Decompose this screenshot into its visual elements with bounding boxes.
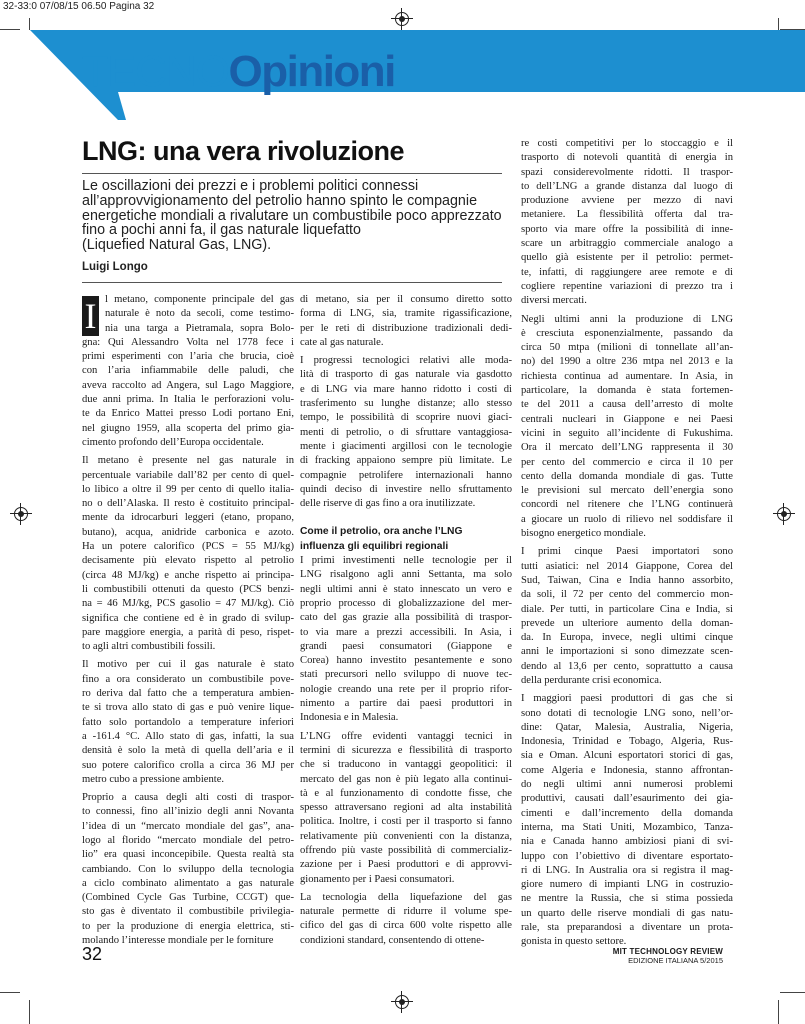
text-line: te da Enrico Mattei presso Lodi portano Eni,	[82, 408, 294, 420]
text-line: Negli ultimi anni la produzione di LNG	[521, 313, 733, 325]
article-subhead: influenza gli equilibri regionali	[300, 540, 449, 552]
text-line: sia e Oman. Alcuni esportatori storici di gas,	[521, 750, 733, 762]
text-line: suo potere calorifico crolla a circa 36 MJ per	[82, 759, 294, 771]
registration-mark-icon	[14, 507, 28, 521]
text-line: cifico del gas di circa 600 volte rispetto alle	[300, 920, 512, 932]
text-line: zazione per i Paesi produttori e di approvvi-	[300, 859, 512, 871]
column-1	[82, 293, 294, 948]
text-line: di metano, sia per il consumo diretto sotto	[300, 294, 512, 305]
text-line: lo libico a oltre il 99 per cento di quello italia-	[82, 483, 294, 495]
text-line: cento della domanda mondiale di gas. Tutte	[521, 470, 733, 482]
article-title: LNG: una vera rivoluzione	[82, 136, 405, 166]
text-line: nologie creando una rete per il proprio rifor-	[300, 683, 512, 695]
crop-mark	[29, 1000, 30, 1024]
text-line: prevede un ulteriore aumento della doman-	[521, 617, 733, 629]
paragraph-gap	[300, 511, 512, 525]
text-line: gionamento per i Paesi consumatori.	[300, 873, 455, 885]
magazine-edition: EDIZIONE ITALIANA 5/2015	[628, 956, 723, 965]
text-line: sporto via mare offre la possibilità di inne-	[521, 223, 733, 235]
text-line: come Algeria e Indonesia, stanno affrontan-	[521, 764, 733, 776]
lead-line: (Liquefied Natural Gas, LNG).	[82, 237, 272, 254]
text-line: I maggiori paesi produttori di gas che si	[521, 693, 733, 705]
text-line: cato del gas grazie alla possibilità di traspor-	[300, 612, 512, 624]
text-line: l metano, componente principale del gas	[105, 294, 294, 305]
drop-cap: I	[82, 296, 99, 336]
section-logo-tecno: TECNO	[82, 47, 229, 96]
text-line: trasporto di notevoli quantità di energia in	[521, 152, 733, 164]
text-line: cimento profondo dell’Europa occidentale.	[82, 436, 264, 448]
text-line: cogliere repentine variazioni di prezzo tra i	[521, 280, 733, 292]
text-line: lità di trasporto di gas naturale via gasdotto	[300, 369, 512, 381]
text-line: circa 50 mtpa (milioni di tonnellate all’an-	[521, 342, 733, 354]
text-line: re costi competitivi per lo stoccaggio e il	[521, 138, 733, 149]
text-line: scare un arbitraggio commerciale analogo a	[521, 238, 733, 250]
text-line: Ha un potere calorifico (PCS = 55 MJ/kg)	[82, 541, 294, 553]
column-2	[300, 293, 512, 948]
text-line: (circa 48 MJ/kg) e anche rispetto ai principa-	[82, 569, 294, 581]
text-line: lio” era quasi inconcepibile. Questa realtà sta	[82, 849, 294, 861]
text-line: di fracking appaiono sempre più limitate. Le	[300, 455, 512, 467]
lead-line: all’approvvigionamento del petrolio hanno spinto le compagnie	[82, 192, 478, 209]
text-line: mente i giacimenti argillosi con le tecnologie	[300, 440, 512, 452]
lead-line: energetiche mondiali a rivalutare un combustibile poco apprezzato	[82, 207, 502, 224]
crop-mark	[780, 992, 805, 993]
text-line: te del 2011 a causa dell’arresto di molte	[521, 399, 733, 411]
text-line: aveva raccolto ad Angera, sul Lago Maggiore,	[82, 379, 294, 391]
text-line: trasferimento su lunghe distanze; allo stesso	[300, 398, 512, 410]
text-line: I progressi tecnologici relativi alle moda-	[300, 355, 512, 367]
text-line: L’LNG offre evidenti vantaggi tecnici in	[300, 730, 512, 742]
text-line: to dell’LNG a grande distanza dal luogo di	[521, 180, 733, 192]
text-line: vicini in seguito all’incidente di Fukushima.	[521, 427, 733, 439]
text-line: stati precursori nello sviluppo di nuove tec-	[300, 669, 512, 681]
text-line: è cresciuta esponenzialmente, passando da	[521, 327, 733, 339]
text-line: metro cubo a pressione ambiente.	[82, 773, 225, 785]
text-line: li combustibili ottenuti da questo (PCS benzi-	[82, 583, 294, 595]
text-line: anni le importazioni si sono dimezzate scen-	[521, 646, 733, 658]
registration-mark-icon	[395, 995, 409, 1009]
text-line: che si traducono in vantaggi geopolitici: il	[300, 759, 512, 771]
lead-line: fino a pochi anni fa, il gas naturale liquefatto	[82, 222, 361, 239]
text-line: un quarto delle riserve mondiali di gas natu-	[521, 907, 733, 919]
crop-mark	[778, 1000, 779, 1024]
text-line: La tecnologia della liquefazione del gas	[300, 891, 512, 903]
magazine-footer	[613, 947, 723, 965]
text-line: nia una targa a Pietramala, sopra Bolo-	[105, 322, 294, 334]
text-line: Sud, Taiwan, Cina e India hanno assorbito,	[521, 574, 733, 586]
text-line: (Combined Cycle Gas Turbine, CCGT) que-	[82, 892, 294, 904]
text-line: compagnie petrolifere internazionali hanno	[300, 469, 512, 481]
text-line: centrali nucleari in Giappone e nei Paesi	[521, 413, 733, 425]
column-3	[521, 137, 733, 950]
text-line: a giocare un ruolo di rilievo nel soddisfare il	[521, 513, 733, 525]
text-line: gna: Qui Alessandro Volta nel 1778 fece i	[82, 336, 294, 348]
text-line: cambiando. Con lo sviluppo della tecnologia	[82, 863, 294, 875]
text-line: Ora il mercato dell’LNG rappresenta il 30	[521, 442, 733, 454]
text-line: diversi mercati.	[521, 295, 587, 307]
text-line: Indonesia e in Malesia.	[300, 712, 399, 724]
text-line: Il metano è presente nel gas naturale in	[82, 455, 294, 467]
text-line: particolare, la domanda è stata fortemen-	[521, 385, 733, 397]
text-line: cate al gas naturale.	[300, 336, 384, 348]
text-line: te, infatti, di raggiungere aree remote e di	[521, 266, 733, 278]
text-line: logo al florido “mercato mondiale del petro-	[82, 834, 294, 846]
text-line: tutti asiatici: nel 2014 Giappone, Corea del	[521, 560, 733, 572]
lead-line: Le oscillazioni dei prezzi e i problemi politici connessi	[82, 178, 419, 194]
text-line: densità è solo la metà di quella dell’aria e il	[82, 745, 294, 757]
text-line: sono dotati di tecnologie LNG sono, nell’or-	[521, 707, 733, 719]
text-line: to agli altri combustibili fossili.	[82, 641, 216, 653]
text-line: rale, sta preparandosi a diventare un prota-	[521, 922, 733, 934]
section-logo-opinioni: Opinioni	[228, 47, 395, 96]
text-line: cimenti e dall’incremento della domanda	[521, 807, 733, 819]
text-line: mercato del gas non è più legato alla continui-	[300, 773, 512, 785]
text-line: LNG risalgono agli anni Settanta, ma solo	[300, 569, 512, 581]
text-line: fatto solo portandolo a temperature inferiori	[82, 716, 294, 728]
text-line: a ciclo combinato alimentato a gas naturale	[82, 877, 294, 889]
text-line: interna, ma Stati Uniti, Mozambico, Tanza-	[521, 821, 733, 833]
section-logo	[82, 47, 395, 96]
text-line: no) del 1990 a oltre 236 mtpa nel 2013 e la	[521, 356, 733, 368]
text-line: naturale permette di ridurre il volume spe-	[300, 906, 512, 918]
text-line: I primi investimenti nelle tecnologie per il	[300, 555, 512, 567]
text-line: luppo con l’obiettivo di diventare esportato-	[521, 850, 733, 862]
text-line: I primi cinque Paesi importatori sono	[521, 546, 733, 558]
text-line: della perdurante crisi economica.	[521, 674, 662, 686]
text-line: primi esperimenti con l’aria che brucia, cioè	[82, 351, 294, 363]
text-line: mente da idrocarburi leggeri (etano, propano,	[82, 512, 294, 524]
text-line: l’idea di un “mercato mondiale del gas”, ana-	[82, 820, 294, 832]
text-line: butano), acqua, anidride carbonica e azoto.	[82, 526, 294, 538]
text-line: tempo, le possibilità di scoprire nuovi giaci-	[300, 412, 512, 424]
text-line: bisogno energetico mondiale.	[521, 528, 646, 540]
text-line: to via mare a prezzi accessibili. In Asia, i	[300, 626, 512, 638]
text-line: richiesta continua ad aumentare. In Asia, in	[521, 370, 733, 382]
text-line: con l’aria infiammabile delle paludi, che	[82, 365, 294, 377]
text-line: quello già esistente per il petrolio: permet-	[521, 252, 733, 264]
text-line: to per la produzione di energia elettrica, sti-	[82, 920, 294, 932]
text-line: Proprio a causa degli alti costi di traspor-	[82, 792, 294, 804]
text-line: giore numero di impianti LNG in costruzio-	[521, 879, 733, 891]
crop-mark	[0, 992, 20, 993]
text-line: grandi paesi consumatori (Giappone e	[300, 640, 512, 652]
text-line: gonista in questo settore.	[521, 936, 627, 948]
text-line: fino a ora considerato un combustibile pove-	[82, 673, 294, 685]
text-line: na = 46 MJ/kg, PCS gasolio = 47 MJ/kg). Ciò	[82, 598, 294, 610]
text-line: produttivi, causati dall’esaurimento dei gia-	[521, 793, 733, 805]
print-slug: 32-33:0 07/08/15 06.50 Pagina 32	[3, 1, 155, 12]
article-subhead: Come il petrolio, ora anche l’LNG	[300, 526, 463, 538]
text-line: sto gas è diventato il combustibile privilegia-	[82, 906, 294, 918]
text-line: te si trova allo stato di gas e può venire lique-	[82, 702, 294, 714]
text-line: relativamente più convenienti con la distanza,	[300, 830, 512, 842]
text-line: termini di sicurezza e flessibilità di trasporto	[300, 744, 512, 756]
text-line: no o dell’Alaska. Il resto è costituito principal-	[82, 498, 294, 510]
article-author: Luigi Longo	[82, 261, 148, 273]
text-line: naturale è noto da secoli, come testimo-	[105, 308, 294, 320]
text-line: percentuale variabile dall’82 per cento di quel-	[82, 469, 294, 481]
text-line: da soli, il 72 per cento del commercio mon-	[521, 589, 733, 601]
text-line: diale. Per tutti, in particolare Cina e India, si	[521, 603, 733, 615]
text-line: pare maggiore energia, a parità di peso, rispet-	[82, 626, 294, 638]
text-line: decisamente più elevato rispetto al petrolio	[82, 555, 294, 567]
text-line: condizioni standard, consentendo di ottene-	[300, 934, 485, 946]
text-line: da. In Europa, invece, negli ultimi cinque	[521, 632, 733, 644]
text-line: politica. Inoltre, i costi per il trasporto si fanno	[300, 816, 512, 828]
text-line: molando l’interesse mondiale per le forniture	[82, 935, 274, 947]
text-line: nel giugno 1959, alla scoperta del primo gia-	[82, 422, 294, 434]
title-rule	[82, 173, 502, 174]
text-line: le previsioni sul mercato dell’energia sono	[521, 485, 733, 497]
author-rule	[82, 282, 502, 283]
text-line: due anni prima. In Italia le perforazioni volu-	[82, 394, 294, 406]
text-line: ro deriva dal fatto che a temperatura ambien-	[82, 688, 294, 700]
text-line: Indonesia, Trinidad e Tobago, Algeria, Rus-	[521, 736, 733, 748]
page-number: 32	[82, 944, 103, 964]
text-line: per le reti di distribuzione tradizionali dedi-	[300, 322, 512, 334]
text-line: proprio processo di globalizzazione del mer-	[300, 597, 512, 609]
text-line: per cento del commercio e circa il 10 per	[521, 456, 733, 468]
text-line: e di LNG via mare hanno ridotto i costi di	[300, 383, 512, 395]
text-line: dendo al 13,6 per cento, soprattutto a causa	[521, 660, 733, 672]
text-line: menti di petrolio, o di sfruttare vantaggiosa-	[300, 426, 512, 438]
text-line: a -161.4 °C. Allo stato di gas, infatti, la sua	[82, 730, 294, 742]
article-lead	[82, 178, 502, 254]
text-line: negli ultimi anni è stato innescato un vero e	[300, 583, 512, 595]
text-line: nimento a partire dai paesi produttori in	[300, 698, 512, 710]
text-line: do negli ultimi anni numerosi problemi	[521, 779, 733, 791]
text-line: offrendo più vaste possibilità di commercializ-	[300, 844, 512, 856]
text-line: ri di LNG. In Australia ora si registra il mag-	[521, 864, 733, 876]
registration-mark-icon	[777, 507, 791, 521]
text-line: produzione avviene per mezzo di navi	[521, 195, 733, 207]
text-line: significa che contiene ed è in grado di svilup-	[82, 612, 294, 624]
text-line: spazi considerevolmente ridotti. Il traspor-	[521, 166, 733, 178]
text-line: forma di LNG, sia, tramite rigassificazione,	[300, 308, 512, 320]
text-line: tà e al funzionamento di condotte fisse, che	[300, 787, 512, 799]
text-line: spesso attraversano regioni ad alta instabilità	[300, 802, 512, 814]
text-line: nia e Canada hanno ambiziosi piani di svi-	[521, 836, 733, 848]
text-line: quindi deciso di investire nello sfruttamento	[300, 483, 512, 495]
text-line: ne mentre la Russia, che si stima possieda	[521, 893, 733, 905]
text-line: dine: Qatar, Malesia, Australia, Nigeria,	[521, 721, 733, 733]
text-line: Corea) hanno investito pesantemente e sono	[300, 655, 512, 667]
magazine-name: MIT TECHNOLOGY REVIEW	[612, 947, 723, 956]
text-line: concordi nel ritenere che l’LNG continuerà	[521, 499, 733, 511]
text-line: to connessi, fino all’inizio degli anni Novanta	[82, 806, 294, 818]
text-line: Il motivo per cui il gas naturale è stato	[82, 659, 294, 671]
text-line: metaniere. La flessibilità offerta dal tra-	[521, 209, 733, 221]
text-line: delle riserve di gas fino a ora inutilizzate.	[300, 498, 476, 510]
